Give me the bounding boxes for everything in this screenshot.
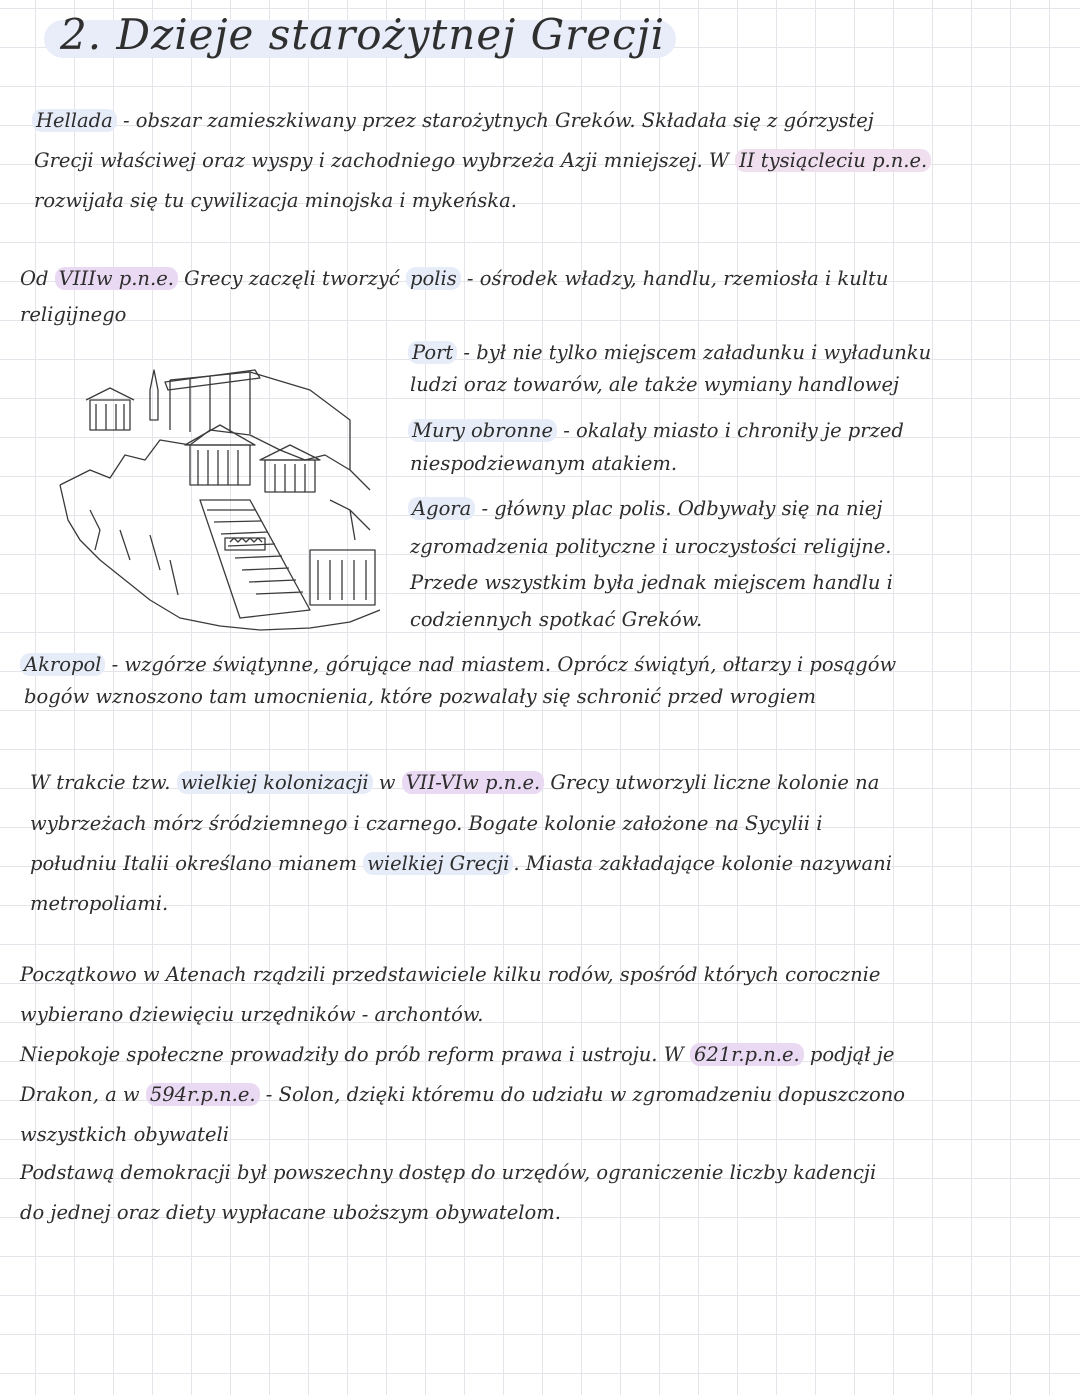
ateny-line-7: do jednej oraz diety wypłacane uboższym obywatelom. <box>20 1201 561 1224</box>
hellada-line-1: Hellada - obszar zamieszkiwany przez starożytnych Greków. Składała się z górzystej <box>32 108 874 134</box>
date-vii-vi-w: VII-VIw p.n.e. <box>402 771 545 794</box>
term-wielka-grecja: wielkiej Grecji <box>363 852 513 875</box>
hellada-line-3: rozwijała się tu cywilizacja minojska i mykeńska. <box>34 189 517 212</box>
agora-line-2: zgromadzenia polityczne i uroczystości religijne. <box>410 535 892 558</box>
ateny-line-6: Podstawą demokracji był powszechny dostęp do urzędów, ograniczenie liczby kadencji <box>20 1161 877 1184</box>
polis-line-1: Od VIIIw p.n.e. Grecy zaczęli tworzyć polis - ośrodek władzy, handlu, rzemiosła i kultu <box>20 267 889 290</box>
term-agora: Agora <box>408 497 475 520</box>
mury-line-1: Mury obronne - okalały miasto i chroniły je przed <box>408 418 904 444</box>
page-title: 2. Dzieje starożytnej Grecji <box>60 10 666 59</box>
date-viii-w: VIIIw p.n.e. <box>55 267 178 290</box>
term-akropol: Akropol <box>20 653 105 676</box>
acropolis-drawing <box>50 360 400 640</box>
mury-line-2: niespodziewanym atakiem. <box>410 452 678 475</box>
kolonizacja-line-3: południu Italii określano mianem wielkiej Grecji . Miasta zakładające kolonie nazywani <box>30 852 892 875</box>
polis-line-2: religijnego <box>20 303 127 326</box>
hellada-line-2: Grecji właściwej oraz wyspy i zachodniego wybrzeża Azji mniejszej. W II tysiącleciu p.n.e. <box>34 148 931 174</box>
ateny-line-1: Początkowo w Atenach rządzili przedstawiciele kilku rodów, spośród których corocznie <box>20 963 881 986</box>
agora-line-4: codziennych spotkać Greków. <box>410 608 703 631</box>
ateny-line-3: Niepokoje społeczne prowadziły do prób reform prawa i ustroju. W 621r.p.n.e. podjął je <box>20 1043 895 1066</box>
akropol-line-1: Akropol - wzgórze świątynne, górujące nad miastem. Oprócz świątyń, ołtarzy i posągów <box>20 652 896 678</box>
agora-line-1: Agora - główny plac polis. Odbywały się na niej <box>408 496 882 522</box>
term-wielka-kolonizacja: wielkiej kolonizacji <box>177 771 373 794</box>
kolonizacja-line-4: metropoliami. <box>30 892 169 915</box>
port-line-1: Port - był nie tylko miejscem załadunku i wyładunku <box>408 340 931 366</box>
date-621: 621r.p.n.e. <box>690 1043 804 1066</box>
term-mury-obronne: Mury obronne <box>408 419 557 442</box>
term-polis: polis <box>406 267 461 290</box>
akropol-line-2: bogów wznoszono tam umocnienia, które pozwalały się schronić przed wrogiem <box>24 685 817 708</box>
kolonizacja-line-1: W trakcie tzw. wielkiej kolonizacji w VII-VIw p.n.e. Grecy utworzyli liczne kolonie na <box>30 771 880 794</box>
port-line-2: ludzi oraz towarów, ale także wymiany handlowej <box>410 373 900 396</box>
kolonizacja-line-2: wybrzeżach mórz śródziemnego i czarnego. Bogate kolonie założone na Sycylii i <box>30 812 823 835</box>
ateny-line-5: wszystkich obywateli <box>20 1123 229 1146</box>
term-port: Port <box>408 341 457 364</box>
date-594: 594r.p.n.e. <box>146 1083 260 1106</box>
agora-line-3: Przede wszystkim była jednak miejscem handlu i <box>410 571 893 594</box>
date-ii-tysiaclecie: II tysiącleciu p.n.e. <box>735 149 931 172</box>
ateny-line-2: wybierano dziewięciu urzędników - archontów. <box>20 1003 484 1026</box>
term-hellada: Hellada <box>32 109 117 132</box>
ateny-line-4: Drakon, a w 594r.p.n.e. - Solon, dzięki któremu do udziału w zgromadzeniu dopuszczono <box>20 1083 906 1106</box>
